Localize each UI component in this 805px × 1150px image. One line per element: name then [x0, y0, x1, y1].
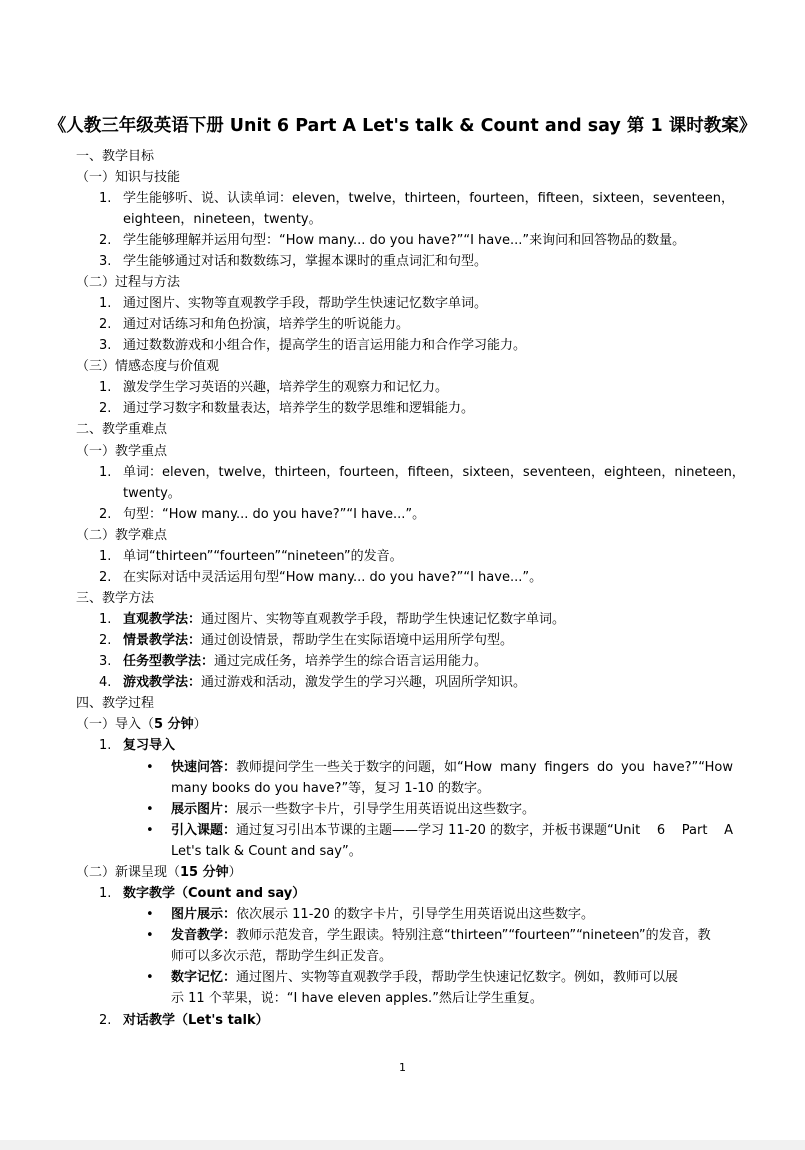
list-item-text: 学生能够通过对话和数数练习，掌握本课时的重点词汇和句型。	[123, 254, 488, 269]
list-item-text: 句型：“How many... do you have?”“I have...”。	[123, 507, 426, 522]
subsection-heading	[76, 862, 242, 883]
method-item	[123, 609, 565, 630]
method-name: 游戏教学法：	[123, 675, 202, 690]
word: 教师提问学生一些关于数字的问题，如“How	[236, 760, 493, 775]
word: you	[621, 760, 645, 775]
list-number: 2.	[99, 507, 112, 522]
bullet-icon: •	[146, 760, 154, 775]
bullet-key: 发音教学：	[171, 928, 237, 943]
bullet-text	[171, 820, 733, 841]
list-number: 1.	[99, 738, 112, 753]
list-item-text: 通过数数游戏和小组合作，提高学生的语言运用能力和合作学习能力。	[123, 338, 527, 353]
step-title	[123, 883, 305, 904]
subsection-heading	[76, 714, 207, 735]
bullet-text-continued: 示 11 个苹果，说：“I have eleven apples.”然后让学生重复。	[171, 991, 543, 1006]
list-item-text: 单词：eleven，twelve，thirteen，fourteen，fifteen，sixteen，seventeen，eighteen，nineteen，	[123, 465, 745, 480]
method-item	[123, 630, 513, 651]
bullet-text-continued: Let's talk & Count and say”。	[171, 844, 362, 859]
step-title-close: ）	[255, 1013, 269, 1028]
list-number: 3.	[99, 654, 112, 669]
list-number: 4.	[99, 675, 112, 690]
step-title-text: 数字教学（	[123, 886, 189, 901]
method-name: 情景教学法：	[123, 633, 202, 648]
bullet-desc: 依次展示 11-20 的数字卡片，引导学生用英语说出这些数字。	[236, 907, 595, 922]
page-number: 1	[399, 1061, 406, 1074]
bullet-key: 快速问答：	[171, 760, 237, 775]
bullet-icon: •	[146, 907, 154, 922]
method-name: 任务型教学法：	[123, 654, 215, 669]
subsection-heading: （一）教学重点	[76, 444, 168, 459]
bullet-icon: •	[146, 928, 154, 943]
subsection-heading: （二）教学难点	[76, 528, 168, 543]
word: have?”“How	[652, 760, 733, 775]
section-heading: 四、教学过程	[76, 696, 155, 711]
list-item-text: 单词“thirteen”“fourteen”“nineteen”的发音。	[123, 549, 403, 564]
bullet-desc: 教师示范发音，学生跟读。特别注意“thirteen”“fourteen”“nineteen”的发音，教	[236, 928, 711, 943]
list-number: 2.	[99, 401, 112, 416]
bullet-key: 引入课题：	[171, 823, 237, 838]
method-desc: 通过图片、实物等直观教学手段，帮助学生快速记忆数字单词。	[201, 612, 566, 627]
list-number: 1.	[99, 380, 112, 395]
method-item	[123, 651, 487, 672]
list-item-text-continued: eighteen，nineteen，twenty。	[123, 212, 322, 227]
subsection-heading: （一）知识与技能	[76, 170, 181, 185]
subsection-heading-close: ）	[228, 865, 242, 880]
step-title: 复习导入	[123, 738, 176, 753]
page-bottom-edge	[0, 1140, 805, 1150]
list-number: 1.	[99, 465, 112, 480]
word: fingers	[544, 760, 590, 775]
subsection-heading-text: （二）新课呈现（	[76, 865, 181, 880]
subsection-heading-close: ）	[193, 717, 207, 732]
document-title: 《人教三年级英语下册 Unit 6 Part A Let's talk & Count and say 第 1 课时教案》	[48, 116, 757, 136]
word: many	[499, 760, 537, 775]
list-item-text: 学生能够理解并运用句型：“How many... do you have?”“I have...”来询问和回答物品的数量。	[123, 233, 686, 248]
subsection-heading-text: （一）导入（	[76, 717, 155, 732]
duration: 15 分钟	[180, 865, 229, 880]
list-number: 2.	[99, 317, 112, 332]
bullet-icon: •	[146, 802, 154, 817]
word: do	[596, 760, 614, 775]
list-number: 1.	[99, 886, 112, 901]
section-heading: 二、教学重难点	[76, 422, 168, 437]
list-number: 2.	[99, 233, 112, 248]
method-desc: 通过创设情景，帮助学生在实际语境中运用所学句型。	[201, 633, 514, 648]
list-item-text: 学生能够听、说、认读单词：eleven，twelve，thirteen，fourteen，fifteen，sixteen，seventeen，	[123, 191, 734, 206]
bullet-desc: 展示一些数字卡片，引导学生用英语说出这些数字。	[236, 802, 536, 817]
list-item-text: 通过对话练习和角色扮演，培养学生的听说能力。	[123, 317, 410, 332]
word: Part	[681, 823, 708, 838]
bullet-text-continued: 师可以多次示范，帮助学生纠正发音。	[171, 949, 393, 964]
subsection-heading: （二）过程与方法	[76, 275, 181, 290]
word: 6	[656, 823, 666, 838]
list-number: 2.	[99, 570, 112, 585]
bullet-key: 图片展示：	[171, 907, 237, 922]
subsection-heading: （三）情感态度与价值观	[76, 359, 220, 374]
bullet-text	[171, 925, 711, 946]
list-item-text-continued: twenty。	[123, 486, 181, 501]
duration: 5 分钟	[154, 717, 194, 732]
bullet-text	[171, 967, 678, 988]
bullet-text	[171, 904, 594, 925]
method-item	[123, 672, 526, 693]
section-heading: 一、教学目标	[76, 149, 155, 164]
bullet-key: 展示图片：	[171, 802, 237, 817]
word: 通过复习引出本节课的主题——学习 11-20 的数字，并板书课题“Unit	[236, 823, 641, 838]
list-number: 1.	[99, 296, 112, 311]
list-item-text: 在实际对话中灵活运用句型“How many... do you have?”“I have...”。	[123, 570, 543, 585]
bullet-text	[171, 799, 535, 820]
list-number: 1.	[99, 549, 112, 564]
bullet-icon: •	[146, 970, 154, 985]
word: A	[724, 823, 733, 838]
step-title-english: Let's talk	[188, 1013, 256, 1028]
step-title-close: ）	[292, 886, 306, 901]
bullet-text	[171, 757, 733, 778]
step-title-english: Count and say	[188, 886, 293, 901]
list-number: 1.	[99, 612, 112, 627]
bullet-key: 数字记忆：	[171, 970, 237, 985]
list-item-text: 激发学生学习英语的兴趣，培养学生的观察力和记忆力。	[123, 380, 449, 395]
list-number: 2.	[99, 1013, 112, 1028]
list-number: 2.	[99, 633, 112, 648]
method-desc: 通过完成任务，培养学生的综合语言运用能力。	[214, 654, 488, 669]
list-item-text: 通过图片、实物等直观教学手段，帮助学生快速记忆数字单词。	[123, 296, 488, 311]
method-desc: 通过游戏和活动，激发学生的学习兴趣，巩固所学知识。	[201, 675, 527, 690]
list-item-text: 通过学习数字和数量表达，培养学生的数学思维和逻辑能力。	[123, 401, 475, 416]
step-title	[123, 1010, 269, 1031]
bullet-text-continued: many books do you have?”等，复习 1-10 的数字。	[171, 781, 490, 796]
list-number: 1.	[99, 191, 112, 206]
step-title-text: 对话教学（	[123, 1013, 189, 1028]
method-name: 直观教学法：	[123, 612, 202, 627]
bullet-icon: •	[146, 823, 154, 838]
bullet-desc: 通过图片、实物等直观教学手段，帮助学生快速记忆数字。例如，教师可以展	[236, 970, 679, 985]
section-heading: 三、教学方法	[76, 591, 155, 606]
list-number: 3.	[99, 338, 112, 353]
list-number: 3.	[99, 254, 112, 269]
